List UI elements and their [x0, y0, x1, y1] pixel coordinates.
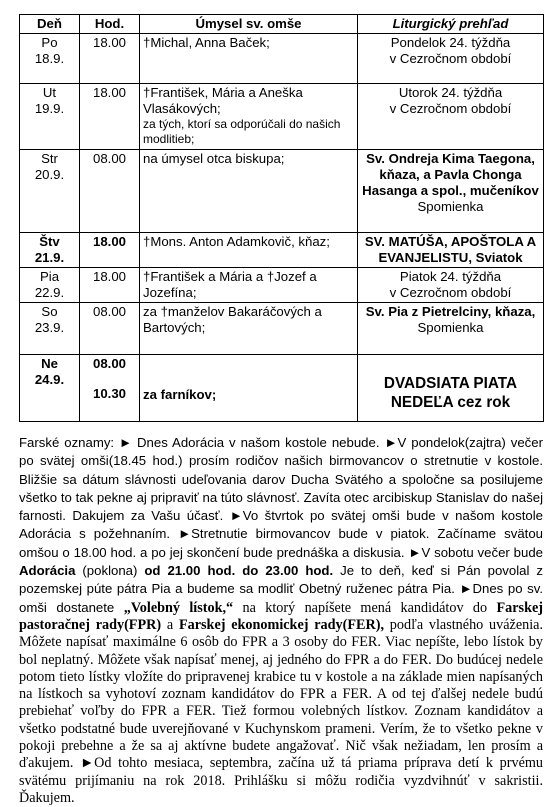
parish-announcements: Farské oznamy: ► Dnes Adorácia v našom kostole nebude. ►V pondelok(zajtra) večer po svätej omši(18.45 hod.) prosím rodičov našich birmovancov o stretnutie v kostole. Bližšie sa dátum slávnosti udeľovania darov Ducha Svätého a spoločne sa posilujeme všetko to tak pekne aj pripraviť na túto slávnosť. Zavíta otec arcibiskup Stanislav do našej farnosti. Dakujem za Vašu účasť. ►Vo štvrtok po svätej omši bude v našom kostole Adorácia s požehnaním. ►Stretnutie birmovancov bude v piatok. Začíname svätou omšou o 18.00 hod. a po jej skončení bude prednáška a diskusia. ►V sobotu večer bude Adorácia (poklona) od 21.00 hod. do 23.00 hod. Je to deň, keď si Pán povolal z pozemskej púte pátra Pia a budeme sa modliť Obetný ruženec pátra Pia. ►Dnes po sv. omši dostanete „Volebný lístok,“ na ktorý napíšete mená kandidátov do Farskej pastoračnej rady(FPR) a Farskej ekonomickej rady(FER), podľa vlastného uváženia. Môžete napísať maximálne 6 osôb do FPR a 3 osoby do FER. Viac nepíšte, lebo lístok by bol neplatný. Môžete však napísať menej, aj jedného do FPR a do FER. Do budúcej nedele potom tieto lístky vložíte do pripravenej krabice tu v kostole a na základe mien napísaných na lístkoch sa vyhotoví zoznam kandidátov do FPR a FER. A od tej ďalšej nedele budú prebiehať voľby do FPR a FER. Tiež formou volebných lístkov. Zoznam kandidátov a všetko podstatné bude uverejňované v Kuchynskom prameni. Verím, že to všetko pekne v pokoji prebehne a že sa aj aktívne budete angažovať. Nič však nežiadam, len prosím a ďakujem. ►Od tohto mesiaca, septembra, začína už tá priama príprava detí k prvému svätému prijímaniu na rok 2018. Prihlášku si môžu rodičia vyzdvihnúť v sakristii. Ďakujem. — [19, 435, 543, 806]
liturgy-cell: DVADSIATA PIATA NEDEĽA cez rok — [358, 355, 544, 422]
intention-cell: za †manželov Bakaráčových a Bartových; — [140, 303, 358, 355]
header-liturgy: Liturgický prehľad — [358, 15, 544, 34]
time-cell: 08.00 — [80, 150, 140, 233]
table-row — [20, 355, 544, 422]
day-cell: Str 20.9. — [20, 150, 80, 233]
table-row — [20, 268, 544, 303]
table-row — [20, 34, 544, 84]
liturgy-cell: SV. MATÚŠA, APOŠTOLA A EVANJELISTU, Sviatok — [358, 233, 544, 268]
liturgy-cell: Pondelok 24. týždňa v Cezročnom období — [358, 34, 544, 84]
intention-cell: †Michal, Anna Baček; — [140, 34, 358, 84]
day-cell: Po 18.9. — [20, 34, 80, 84]
time-cell: 08.00 — [80, 303, 140, 355]
liturgy-cell: Sv. Pia z Pietrelciny, kňaza, Spomienka — [358, 303, 544, 355]
liturgy-cell: Piatok 24. týždňa v Cezročnom období — [358, 268, 544, 303]
day-cell: Ne 24.9. — [20, 355, 80, 422]
intention-cell: †František, Mária a Aneška Vlasákových; za tých, ktorí sa odporúčali do našich modlitieb; — [140, 84, 358, 150]
table-row — [20, 84, 544, 150]
time-cell: 18.00 — [80, 233, 140, 268]
header-intention: Úmysel sv. omše — [140, 15, 358, 34]
liturgy-cell: Sv. Ondreja Kima Taegona, kňaza, a Pavla Chonga Hasanga a spol., mučeníkov Spomienka — [358, 150, 544, 233]
day-cell: Pia 22.9. — [20, 268, 80, 303]
day-cell: So 23.9. — [20, 303, 80, 355]
header-day: Deň — [20, 15, 80, 34]
day-cell: Štv 21.9. — [20, 233, 80, 268]
time-cell: 18.00 — [80, 268, 140, 303]
header-time: Hod. — [80, 15, 140, 34]
intention-cell: †František a Mária a †Jozef a Jozefína; — [140, 268, 358, 303]
intention-cell: na úmysel otca biskupa; — [140, 150, 358, 233]
mass-schedule-table — [19, 14, 544, 422]
intention-cell: za farníkov; — [140, 355, 358, 422]
table-header-row — [20, 15, 544, 34]
time-cell: 08.00 10.30 — [80, 355, 140, 422]
time-cell: 18.00 — [80, 84, 140, 150]
intention-note: za tých, ktorí sa odporúčali do našich modlitieb; — [143, 117, 341, 146]
table-row — [20, 233, 544, 268]
table-row — [20, 150, 544, 233]
time-cell: 18.00 — [80, 34, 140, 84]
table-row — [20, 303, 544, 355]
intention-cell: †Mons. Anton Adamkovič, kňaz; — [140, 233, 358, 268]
liturgy-cell: Utorok 24. týždňa v Cezročnom období — [358, 84, 544, 150]
day-cell: Ut 19.9. — [20, 84, 80, 150]
